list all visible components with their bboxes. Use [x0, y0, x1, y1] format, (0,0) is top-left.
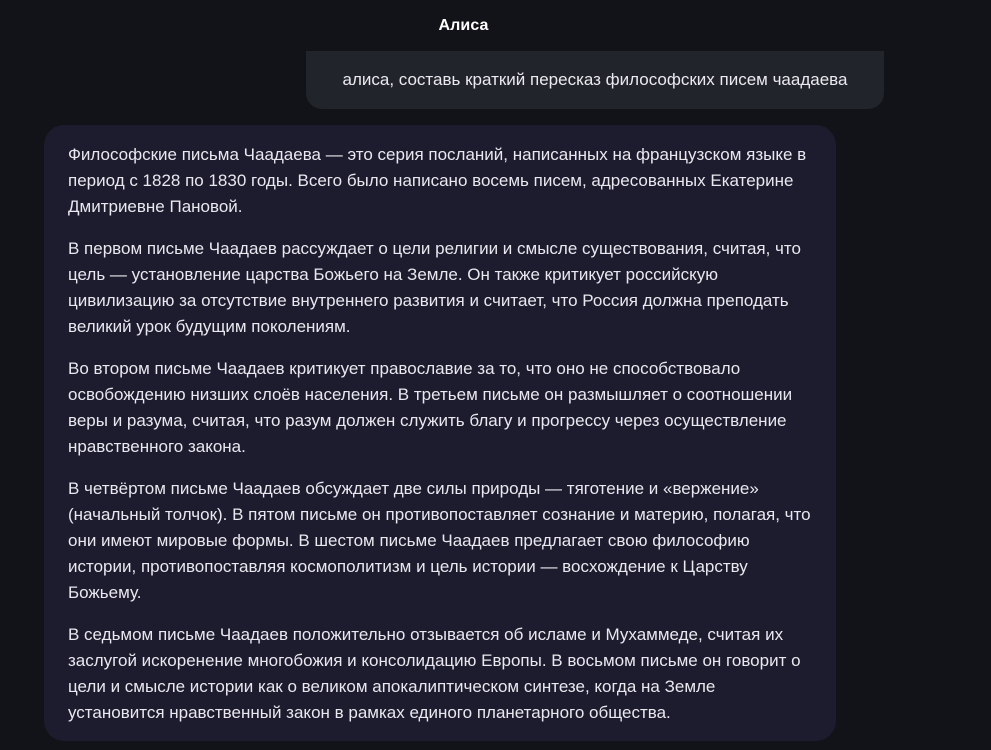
user-message-text: алиса, составь краткий пересказ философских писем чаадаева — [342, 70, 848, 89]
assistant-paragraph-1: Философские письма Чаадаева — это серия посланий, написанных на французском языке в период с 1828 по 1830 годы. Всего было написано восемь писем, адресованных Екатерине Дмитриевне Пановой. — [68, 145, 807, 216]
assistant-paragraph-3: Во втором письме Чаадаев критикует православие за то, что оно не способствовало освобождению низших слоёв населения. В третьем письме он размышляет о соотношении веры и разума, считая, что разум должен служить благу и прогрессу через осуществление нравственного закона. — [68, 359, 793, 456]
assistant-paragraph-5: В седьмом письме Чаадаев положительно отзывается об исламе и Мухаммеде, считая их заслугой искоренение многобожия и консолидацию Европы. В восьмом письме он говорит о цели и смысле истории как о великом апокалиптическом синтезе, когда на Земле установится нравственный закон в рамках единого планетарного общества. — [68, 625, 801, 722]
assistant-message-bubble — [44, 125, 836, 741]
chat-title: Алиса — [438, 17, 489, 34]
user-message-bubble — [306, 51, 884, 109]
assistant-paragraph-4: В четвёртом письме Чаадаев обсуждает две силы природы — тяготение и «вержение» (начальный толчок). В пятом письме он противопоставляет сознание и материю, полагая, что они имеют мировые формы. В шестом письме Чаадаев предлагает свою философию истории, противопоставляя космополитизм и цель истории — восхождение к Царству Божьему. — [68, 479, 811, 602]
assistant-paragraph-2: В первом письме Чаадаев рассуждает о цели религии и смысле существования, считая, что цель — установление царства Божьего на Земле. Он также критикует российскую цивилизацию за отсутствие внутреннего развития и считает, что Россия должна преподать великий урок будущим поколениям. — [68, 239, 801, 336]
